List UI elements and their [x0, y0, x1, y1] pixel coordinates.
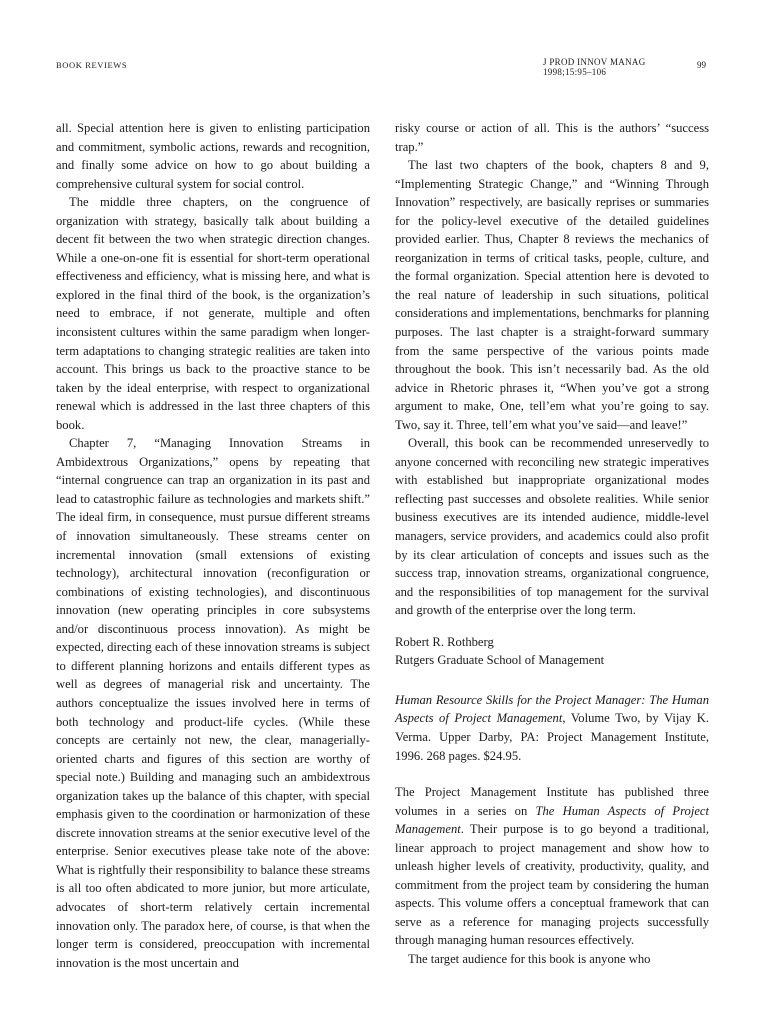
reviewer-signature — [395, 633, 709, 670]
body-paragraph: Chapter 7, “Managing Innovation Streams in Ambidextrous Organizations,” opens by repeating that “internal congruence can trap an organization in its past and lead to catastrophic failure as technologies and markets shift.” The ideal firm, in consequence, must pursue different streams of innovation simultaneously. These streams center on incremental innovation (small extensions of existing technology), architectural innovation (reconfiguration or combinations of existing technologies), and discontinuous innovation (new operating principles in core subsystems and/or discontinuous process innovation). As might be expected, directing each of these innovation streams is subject to different planning horizons and entails different types as well as degrees of managerial risk and uncertainty. The authors conceptualize the issues involved here in terms of both technology and product-life cycles. (While these concepts are certainly not new, the clear, managerially-oriented charts and figures of this section are worthy of special note.) Building and managing such an ambidextrous organization takes up the balance of this chapter, with special emphasis given to the coordination or harmonization of these discrete innovation streams at the senior executive level of the enterprise. Senior executives please take note of the above: What is rightfully their responsibility to balance these streams is all too often abdicated to more junior, but more articulate, advocates of short-term relatively certain incremental innovation only. The paradox here, of course, is that when the longer term is considered, preoccupation with incremental innovation is the most uncertain and — [56, 436, 370, 970]
review-body — [395, 783, 709, 968]
body-paragraph: all. Special attention here is given to enlisting participation and commitment, symbolic actions, rewards and recognition, and finally some advice on how to go about building a comprehensive cultural system for social control. — [56, 121, 370, 191]
journal-name: J PROD INNOV MANAG — [543, 57, 646, 67]
running-header-section: BOOK REVIEWS — [56, 60, 128, 70]
book-volume: , Volume Two, — [562, 711, 641, 726]
body-paragraph: risky course or action of all. This is the authors’ “success trap.” — [395, 121, 709, 154]
running-header-journal — [543, 57, 646, 77]
series-title: The Human Aspects of Project Management — [395, 803, 710, 837]
body-paragraph: The last two chapters of the book, chapters 8 and 9, “Implementing Strategic Change,” and “Winning Through Innovation” respectively, are basically reprises or summaries for the policy-level executive of the detailed guidelines provided earlier. Thus, Chapter 8 reviews the mechanics of reorganization in terms of critical tasks, people, culture, and the formal organization. Special attention here is devoted to the real nature of leadership in such situations, political considerations and implementations, benchmarks for planning purposes. The last chapter is a straight-forward summary from the same perspective of the various points made throughout the book. This isn’t necessarily bad. As the old advice in Rhetoric phrases it, “When you’ve got a strong argument to make, One, tell’em what you’re going to say. Two, say it. Three, tell’em what you’ve said—and leave!” — [395, 158, 709, 432]
left-column — [56, 119, 370, 972]
body-paragraph: Overall, this book can be recommended unreservedly to anyone concerned with reconciling new strategic imperatives with established but inappropriate organizational modes reflecting past successes and obsolete realities. While senior business executives are its intended audience, middle-level managers, service providers, and academics could also profit by its clear articulation of concepts and issues such as the success trap, innovation streams, organizational congruence, and the responsibilities of top management for the survival and growth of the enterprise over the long term. — [395, 436, 709, 618]
body-paragraph: The target audience for this book is anyone who — [408, 951, 651, 966]
book-title: Human Resource Skills for the Project Manager: The Human Aspects of Project Management — [395, 692, 709, 726]
reviewer-name: Robert R. Rothberg — [395, 634, 494, 649]
page-number: 99 — [697, 60, 706, 70]
right-column — [395, 119, 709, 969]
body-paragraph: The Project Management Institute has published three volumes in a series on The Human Aspects of Project Management. Their purpose is to go beyond a traditional, linear approach to project management and show how to unleash higher levels of creativity, productivity, quality, and commitment from the project team by considering the human aspects. This volume offers a conceptual framework that can serve as a reference for managing projects successfully through managing human resources effectively. — [395, 785, 710, 948]
book-details: by Vijay K. Verma. Upper Darby, PA: Project Management Institute, 1996. 268 pages. $24.95. — [395, 711, 710, 763]
body-paragraph: The middle three chapters, on the congruence of organization with strategy, basically talk about building a decent fit between the two when strategic direction changes. While a one-on-one fit is essential for short-term operational effectiveness and efficiency, what is missing here, and what is explored in the final third of the book, is the organization’s need to embrace, if not generate, multiple and often inconsistent cultures within the same paradigm when longer-term adaptations to changing strategic realities are taken into account. This brings us back to the proactive stance to be taken by the ideal enterprise, with respect to organizational renewal which is addressed in the last three chapters of this book. — [56, 195, 370, 432]
reviewer-affiliation: Rutgers Graduate School of Management — [395, 653, 605, 668]
book-citation — [395, 691, 709, 765]
journal-volume-pages: 1998;15:95–106 — [543, 67, 607, 77]
